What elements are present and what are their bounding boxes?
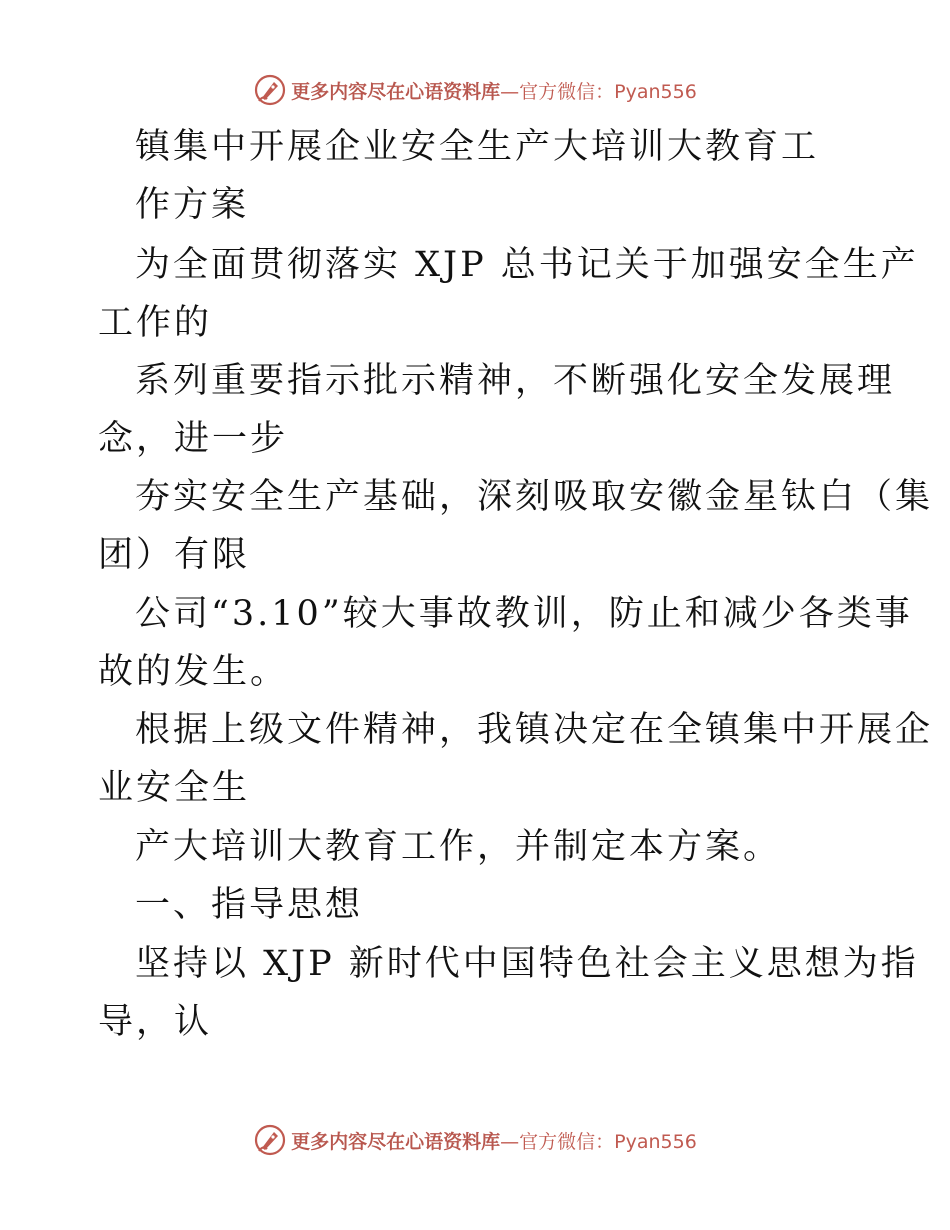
doc-line-15: 坚持以 XJP 新时代中国特色社会主义思想为指 (135, 944, 919, 984)
doc-section-heading: 一、指导思想 (135, 885, 364, 925)
doc-line-11: 根据上级文件精神，我镇决定在全镇集中开展企 (135, 710, 934, 750)
doc-line-12: 业安全生 (98, 768, 251, 808)
header-banner-site-text: 更多内容尽在心语资料库 (291, 80, 501, 103)
footer-banner-wechat-text: —官方微信：Pyan556 (500, 1130, 697, 1153)
doc-line-9: 公司“3.10”较大事故教训，防止和减少各类事 (135, 594, 913, 634)
footer-banner (0, 1120, 950, 1160)
footer-banner-site-text: 更多内容尽在心语资料库 (291, 1130, 501, 1153)
doc-line-13: 产大培训大教育工作，并制定本方案。 (135, 827, 782, 867)
doc-line-8: 团）有限 (98, 535, 251, 575)
doc-line-5: 系列重要指示批示精神，不断强化安全发展理 (135, 361, 896, 401)
doc-line-16: 导，认 (98, 1002, 213, 1042)
header-banner-wechat-text: —官方微信：Pyan556 (500, 80, 697, 103)
pen-nib-logo-icon (253, 1123, 287, 1157)
doc-line-7: 夯实安全生产基础，深刻吸取安徽金星钛白（集 (135, 477, 934, 517)
doc-title-line-1: 镇集中开展企业安全生产大培训大教育工 (135, 127, 820, 167)
doc-line-3: 为全面贯彻落实 XJP 总书记关于加强安全生产 (135, 245, 919, 285)
doc-title-line-2: 作方案 (135, 185, 250, 225)
doc-line-6: 念，进一步 (98, 419, 289, 459)
doc-line-10: 故的发生。 (98, 652, 289, 692)
doc-line-4: 工作的 (98, 303, 213, 343)
